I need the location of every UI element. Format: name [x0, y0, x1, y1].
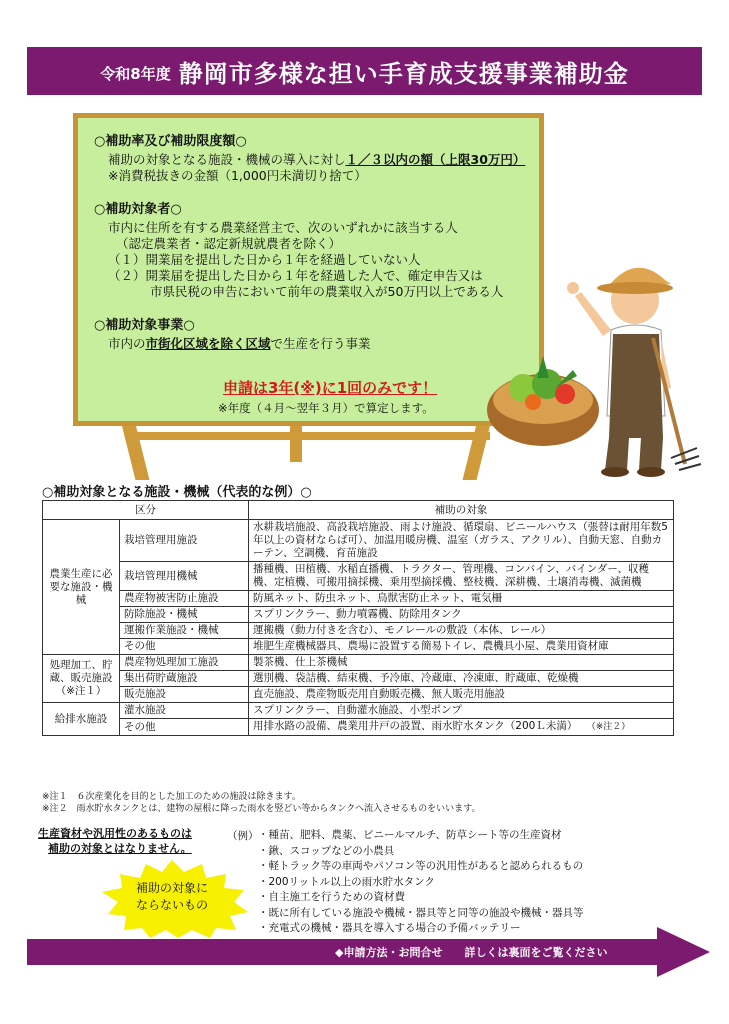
project-pre: 市内の	[108, 336, 146, 351]
table-row	[43, 607, 674, 623]
project-line	[108, 336, 371, 352]
badge-line-2: ならないもの	[135, 898, 208, 912]
header-banner	[27, 47, 702, 95]
badge-line-1: 補助の対象に	[135, 881, 208, 895]
row-label: 栽培管理用施設	[120, 520, 249, 562]
easel-leg-left	[121, 420, 150, 480]
eligible-heading: ○補助対象者○	[94, 202, 182, 217]
project-heading: ○補助対象事業○	[94, 318, 195, 333]
farmer-illustration	[485, 238, 705, 478]
eligible-line-3: （１）開業届を提出した日から１年を経過していない人	[108, 252, 421, 267]
row-items-text: 用排水路の設備、農業用井戸の設置、雨水貯水タンク（200Ｌ未満）	[253, 720, 578, 732]
warning-line-1: 生産資材や汎用性のあるものは	[38, 827, 192, 840]
row-label: 栽培管理用機械	[120, 562, 249, 591]
list-item: ・自主施工を行うための資材費	[258, 891, 405, 903]
project-post: で生産を行う事業	[270, 336, 371, 351]
group-water: 給排水施設	[43, 703, 120, 736]
eligible-line-1: 市内に住所を有する農業経営主で、次のいずれかに該当する人	[108, 220, 458, 235]
row-items: スプリンクラー、自動灌水施設、小型ポンプ	[249, 703, 674, 719]
fiscal-year: 令和8年度	[100, 65, 171, 83]
table-row	[43, 623, 674, 639]
tax-note: ※消費税抜きの金額（1,000円未満切り捨て）	[108, 168, 367, 183]
row-label: 防除施設・機械	[120, 607, 249, 623]
row-label: 運搬作業施設・機械	[120, 623, 249, 639]
group-production: 農業生産に必要な施設・機械	[43, 520, 120, 655]
list-item: ・充電式の機械・器具を導入する場合の予備バッテリー	[258, 922, 521, 934]
group-processing: 処理加工、貯蔵、販売施設（※注１）	[43, 655, 120, 703]
table-row	[43, 703, 674, 719]
table-notes	[42, 791, 480, 815]
table-row	[43, 687, 674, 703]
table-row	[43, 562, 674, 591]
row-label: 灌水施設	[120, 703, 249, 719]
row-label: 集出荷貯蔵施設	[120, 671, 249, 687]
table-row	[43, 671, 674, 687]
notice-sub: ※年度（４月～翌年３月）で算定します。	[218, 401, 434, 415]
row-label: 農産物処理加工施設	[120, 655, 249, 671]
footer-text: ◆申請方法・お問合せ 詳しくは裏面をご覧ください	[335, 946, 608, 959]
list-item: ・鍬、スコップなどの小農具	[258, 844, 395, 857]
row-items: 堆肥生産機械器具、農場に設置する簡易トイレ、農機具小屋、農業用資材庫	[249, 639, 674, 655]
eligible-line-5: 市県民税の申告において前年の農業収入が50万円以上である人	[150, 284, 504, 299]
table-row	[43, 719, 674, 736]
exclusion-warning	[38, 826, 192, 856]
row-label: 販売施設	[120, 687, 249, 703]
table-row	[43, 639, 674, 655]
note-2: ※注２ 雨水貯水タンクとは、建物の屋根に降った雨水を竪どい等からタンクへ流入させるものをいいます。	[42, 804, 481, 814]
header-category: 区分	[43, 501, 249, 520]
rate-heading: ○補助率及び補助限度額○	[94, 134, 247, 149]
easel-leg-center	[290, 420, 302, 462]
rate-text: 補助の対象となる施設・機械の導入に対し	[108, 152, 346, 167]
exclusion-list	[258, 828, 584, 937]
list-item: ・軽トラック等の車両やパソコン等の汎用性があると認められるもの	[258, 860, 584, 872]
table-row	[43, 655, 674, 671]
row-items: 運搬機（動力付きを含む）、モノレールの敷設（本体、レール）	[249, 623, 674, 639]
eligible-line-4: （２）開業届を提出した日から１年を経過した人で、確定申告又は	[108, 268, 483, 283]
eligible-line-2: （認定農業者・認定新規就農者を除く）	[116, 236, 342, 251]
table-title: ○補助対象となる施設・機械（代表的な例）○	[42, 485, 312, 500]
warning-line-2: 補助の対象とはなりません。	[48, 842, 192, 855]
row-label: その他	[120, 719, 249, 736]
rate-limit: １／３以内の額（上限30万円）	[345, 152, 526, 167]
row-items: 直売施設、農産物販売用自動販売機、無人販売用施設	[249, 687, 674, 703]
table-header-row	[43, 501, 674, 520]
header-target: 補助の対象	[249, 501, 674, 520]
row-items: 播種機、田植機、水稲直播機、トラクター、管理機、コンバイン、バインダー、収穫機、定植機、可搬用摘採機、乗用型摘採機、整枝機、深耕機、土壌消毒機、滅菌機	[249, 562, 674, 591]
row-note: （※注２）	[586, 722, 631, 732]
easel-crossbar	[130, 432, 490, 440]
table-row	[43, 591, 674, 607]
page-title: 静岡市多様な担い手育成支援事業補助金	[178, 59, 629, 88]
list-item: ・種苗、肥料、農薬、ビニールマルチ、防草シート等の生産資材	[258, 829, 562, 841]
list-item: ・既に所有している施設や機械・器具等と同等の施設や機械・器具等	[258, 906, 584, 919]
row-items	[249, 719, 674, 736]
list-item: ・200リットル以上の雨水貯水タンク	[258, 875, 435, 888]
notice: 申請は3年(※)に1回のみです！	[223, 379, 438, 397]
badge-text	[92, 880, 252, 914]
subsidy-table	[42, 500, 674, 736]
examples-label: （例）	[227, 830, 259, 842]
row-label: その他	[120, 639, 249, 655]
info-board	[73, 113, 544, 426]
rate-line	[108, 152, 525, 168]
row-items: スプリンクラー、動力噴霧機、防除用タンク	[249, 607, 674, 623]
project-area: 市街化区域を除く区域	[145, 336, 271, 351]
note-1: ※注１ ６次産業化を目的とした加工のための施設は除きます。	[42, 792, 301, 802]
row-items: 防風ネット、防虫ネット、鳥獣害防止ネット、電気柵	[249, 591, 674, 607]
row-items: 選別機、袋詰機、結束機、予冷庫、冷蔵庫、冷凍庫、貯蔵庫、乾燥機	[249, 671, 674, 687]
table-row	[43, 520, 674, 562]
row-items: 水耕栽培施設、高設栽培施設、雨よけ施設、循環扇、ビニールハウス（張替は耐用年数5年以上の資材ならば可）、加温用暖房機、温室（ガラス、アクリル）、自動天窓、自動カーテン、空調機、育苗施設	[249, 520, 674, 562]
row-label: 農産物被害防止施設	[120, 591, 249, 607]
row-items: 製茶機、仕上茶機械	[249, 655, 674, 671]
